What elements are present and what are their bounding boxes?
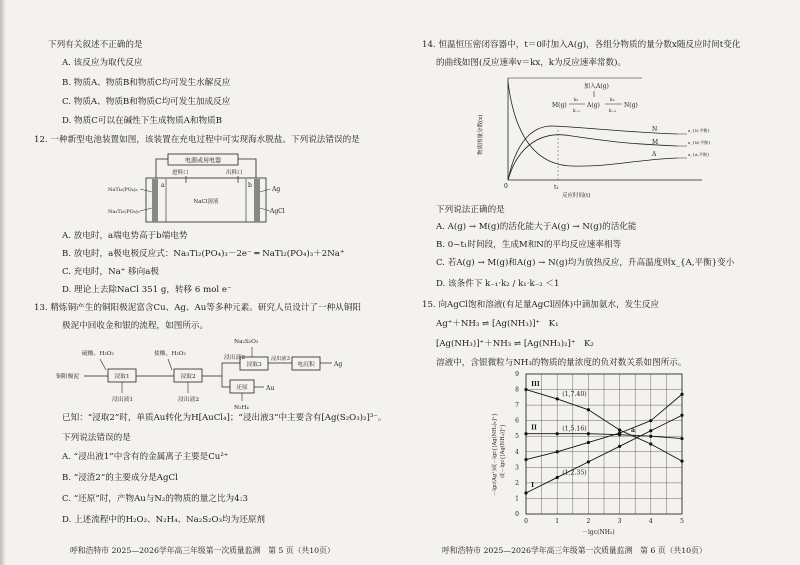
- q14-stem-3: 下列说法正确的是: [436, 205, 505, 215]
- series-point-II: [680, 437, 683, 440]
- reagent-3: Na₂S₂O₃: [234, 339, 259, 345]
- arrow-reagent-1: [100, 359, 106, 370]
- q14-stem: 14. 恒温恒压密闭容器中，t＝0时加入A(g)，各组分物质的量分数x随反应时间t变化: [422, 40, 741, 50]
- liquid-2: 浸出液2: [178, 397, 200, 403]
- q13-option-a: A. “浸出液1”中含有的金属离子主要是Cu²⁺: [62, 452, 229, 462]
- q14-option-d: D. 该条件下 k₋₁·k₂ / k₁·k₋₂ ＜1: [436, 279, 560, 289]
- q13-note: 已知：“浸取2”时，单质Au转化为H[AuCl₄]；“浸出液3”中主要含有[Ag(S₂O₃)₂]³⁻。: [62, 413, 387, 423]
- x-tick-label: 3: [617, 518, 622, 525]
- q13-stem-3: 下列说法错误的是: [62, 433, 131, 443]
- q13-stem: 13. 精炼铜产生的铜阳极泥富含Cu、Ag、Au等多种元素。研究人员设计了一种从铜阳: [34, 303, 361, 313]
- x-tick-label: 5: [680, 518, 684, 525]
- series-point-III: [649, 442, 652, 445]
- q14-t1: t₁: [554, 184, 559, 191]
- q11-stem: 下列有关叙述不正确的是: [48, 40, 143, 50]
- left-electrode-top: NaTi₂(PO₄)₃: [108, 187, 138, 193]
- liquid-2-to-3: 浸出液2: [224, 355, 246, 361]
- q15-eq1: Ag⁺＋NH₃ ⇌ [Ag(NH₃)]⁺ K₁: [436, 319, 559, 329]
- eq-n-label: x_{N,平衡}: [688, 128, 710, 133]
- x-tick-label: 0: [524, 518, 528, 525]
- y-tick-label: 7: [515, 402, 519, 410]
- q12-option-a: A. 放电时，a端电势高于b端电势: [62, 231, 188, 241]
- q14-k2: k₂: [610, 98, 615, 103]
- q14-inset-add: 加入A(g): [584, 83, 609, 90]
- x-tick-label: 1: [555, 518, 560, 525]
- q15-chart: [482, 368, 692, 538]
- right-pointer-top: [260, 189, 270, 192]
- reagent-2: 盐酸、H₂O₂: [154, 351, 186, 357]
- arrow-reagent-2: [168, 359, 172, 370]
- q14-k-1: k₋₁: [573, 109, 580, 114]
- right-electrode-top: Ag: [272, 186, 281, 193]
- y-tick-label: 2: [515, 479, 519, 487]
- series-point-unnamed: [618, 432, 621, 435]
- footer-right: 呼和浩特市 2025—2026学年高三年级第一次质量监测 第 6 页（共10页）: [442, 546, 707, 555]
- series-point-III: [680, 460, 683, 463]
- electrode-a-label: a: [161, 182, 165, 189]
- electrode-b: [254, 179, 260, 222]
- q13-stem-2: 极泥中回收金和银的流程，如图所示。: [62, 321, 209, 331]
- q15-eq2: [Ag(NH₃)]⁺＋NH₃ ⇌ [Ag(NH₃)₂]⁺ K₂: [436, 339, 594, 349]
- reducer: N₂H₄: [234, 405, 249, 411]
- q12-battery-diagram: [108, 150, 308, 225]
- q12-option-b: B. 放电时，a极电极反应式：Na₃Ti₂(PO₄)₃－2e⁻ ═ NaTi₂(PO₄)₃＋2Na⁺: [62, 249, 345, 259]
- series-point-unnamed: [649, 419, 652, 422]
- series-point-unnamed: [587, 441, 590, 444]
- q11-option-d: D. 物质C可以在碱性下生成物质A和物质B: [62, 116, 223, 126]
- liquid-3: 浸出液3: [271, 356, 290, 362]
- eq-m-label: x_{M,平衡}: [688, 140, 711, 145]
- series-point-III: [556, 397, 559, 400]
- q14-xlabel: 反应时间(t): [562, 193, 591, 199]
- y-tick-label: 9: [515, 371, 519, 378]
- q14-option-a: A. A(g) → M(g)的活化能大于A(g) → N(g)的活化能: [436, 222, 637, 232]
- q14-inset-a: A(g): [587, 102, 600, 109]
- q14-inset-m: M(g): [552, 102, 567, 109]
- power-source-label: 电源或用电器: [184, 157, 222, 165]
- step-1-label: 浸取1: [114, 374, 130, 380]
- series-point-unnamed: [556, 450, 559, 453]
- reduce-label: 还原: [236, 385, 248, 391]
- x-tick-label: 4: [648, 518, 653, 525]
- q13-option-b: B. “浸渣2”的主要成分是AgCl: [62, 473, 178, 483]
- series-point-unnamed: [524, 458, 527, 461]
- q15-ylabel-1: －lgc(Ag⁺)或－lgc{[Ag(NH₃)₂]⁺}: [492, 413, 498, 496]
- y-tick-label: 4: [515, 448, 519, 456]
- curve-m-label: M: [652, 139, 659, 146]
- q12-stem: 12. 一种新型电池装置如图，该装置在充电过程中可实现海水脱盐。下列说法错误的是: [34, 135, 360, 145]
- q14-k-2: k₋₂: [609, 109, 616, 114]
- arrow-to-reduce: [222, 376, 230, 387]
- series-point-III: [618, 428, 621, 431]
- outlet-label: 出料口: [226, 170, 243, 176]
- q11-option-a: A. 该反应为取代反应: [62, 58, 143, 68]
- electro-label: 电沉积: [297, 362, 315, 368]
- series-point-I: [587, 460, 590, 463]
- y-tick-label: 6: [515, 417, 519, 425]
- q15-stem: 15. 向AgCl饱和溶液(有足量AgCl固体)中滴加氨水，发生反应: [422, 300, 660, 310]
- eq-a-label: x_{A,平衡}: [688, 152, 710, 157]
- y-tick-label: 8: [515, 386, 519, 394]
- step-3-label: 浸取3: [246, 362, 262, 368]
- wire-left: [156, 159, 168, 178]
- q15-ylabel-2: 或－lgc{[Ag(NH₃)]⁺}: [500, 424, 506, 478]
- q14-kinetics-chart: [472, 70, 711, 200]
- series-point-I: [649, 429, 652, 432]
- left-electrode-bottom: Na₃Ti₂(PO₄)₃: [108, 209, 140, 215]
- series-point-II: [524, 432, 527, 435]
- series-point-III: [587, 408, 590, 411]
- series-point-I: [618, 445, 621, 448]
- annotation-label: II: [531, 424, 537, 432]
- right-pointer-bottom: [260, 208, 270, 211]
- electrode-b-label: b: [248, 182, 252, 189]
- q14-option-b: B. 0~t₁时间段，生成M和N的平均反应速率相等: [436, 240, 622, 250]
- series-point-I: [556, 476, 559, 479]
- q14-inset-n: N(g): [624, 102, 638, 109]
- q14-option-c: C. 若A(g) → M(g)和A(g) → N(g)均为放热反应，升高温度则x_{A,平衡}变小: [436, 258, 735, 268]
- y-tick-label: 5: [515, 433, 519, 441]
- series-point-unnamed: [680, 393, 683, 396]
- y-tick-label: 1: [515, 495, 519, 503]
- curve-a-label: A: [652, 151, 657, 158]
- annotation-label: (1,2.35): [562, 469, 587, 477]
- reagent-1: 硫酸、H₂O₂: [82, 351, 114, 357]
- y-tick-label: 0: [515, 511, 519, 518]
- q13-option-c: C. “还原”时，产物Au与N₂的物质的量之比为4:3: [62, 494, 248, 504]
- q12-option-d: D. 理论上去除NaCl 351 g，转移 6 mol e⁻: [62, 285, 232, 295]
- annotation-label: a: [630, 426, 635, 434]
- inlet-label: 进料口: [172, 170, 189, 176]
- q14-ylabel: 物质的量分数(x): [478, 114, 484, 155]
- series-point-I: [524, 491, 527, 494]
- step-2-label: 浸取2: [180, 374, 196, 380]
- liquid-1: 浸出液1: [112, 397, 134, 403]
- flow-input: 铜阳极泥: [56, 374, 80, 380]
- q15-grid: [526, 374, 682, 514]
- electrode-a: [152, 179, 158, 222]
- q14-k1: k₁: [574, 98, 579, 103]
- annotation-label: (1,5.16): [562, 425, 587, 433]
- q11-option-b: B. 物质A、物质B和物质C均可发生水解反应: [62, 78, 231, 88]
- q15-xlabel: －lgc(NH₃): [582, 529, 615, 536]
- q14-stem-2: 的曲线如图(反应速率v＝kx，k为反应速率常数)。: [436, 58, 627, 68]
- series-point-II: [556, 432, 559, 435]
- right-electrode-bottom: AgCl: [270, 208, 285, 215]
- annotation-label: III: [531, 381, 540, 388]
- footer-left: 呼和浩特市 2025—2026学年高三年级第一次质量监测 第 5 页（共10页）: [70, 546, 335, 555]
- solution-label: NaCl溶液: [193, 199, 219, 205]
- right-page: [400, 0, 800, 565]
- q14-origin: 0: [504, 183, 508, 190]
- series-point-II: [649, 435, 652, 438]
- product-au: Au: [266, 385, 275, 392]
- curve-n-label: N: [652, 126, 658, 133]
- annotation-label: (1,7.40): [562, 390, 587, 398]
- annotation-label: I: [531, 482, 535, 490]
- q12-option-c: C. 充电时，Na⁺ 移向a极: [62, 267, 159, 277]
- x-tick-label: 2: [586, 518, 591, 525]
- arrow-3-up: [222, 363, 240, 376]
- q13-flow-diagram: [56, 333, 356, 411]
- product-ag: Ag: [334, 361, 343, 368]
- q11-option-c: C. 物质A、物质B和物质C均可发生加成反应: [62, 97, 231, 107]
- series-point-II: [587, 432, 590, 435]
- q15-stem-2: 溶液中，含银微粒与NH₃的物质的量浓度的负对数关系如图所示。: [436, 358, 687, 368]
- series-point-I: [680, 414, 683, 417]
- series-point-III: [524, 388, 527, 391]
- q13-option-d: D. 上述流程中的H₂O₂、N₂H₄、Na₂S₂O₃均为还原剂: [62, 515, 266, 525]
- y-tick-label: 3: [515, 464, 519, 472]
